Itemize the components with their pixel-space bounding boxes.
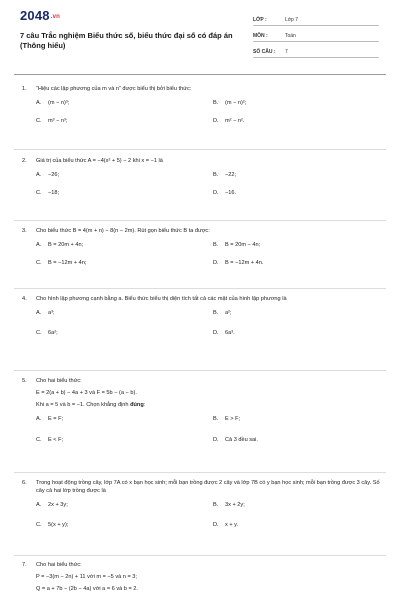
site-logo[interactable] <box>20 8 60 23</box>
question-number: 5. <box>22 378 27 384</box>
title-line-2: (Thông hiểu) <box>20 41 66 50</box>
option-b[interactable] <box>213 171 383 179</box>
options <box>14 171 386 215</box>
option-text: −26; <box>48 172 60 178</box>
option-text: (m − n)²; <box>225 100 247 106</box>
expression-line: P = −3(m − 2n) + 11 với m = −5 và n = 3; <box>36 574 137 580</box>
option-text: −22; <box>225 172 237 178</box>
options <box>14 99 386 143</box>
option-text: a³; <box>48 310 55 316</box>
condition-text: Khi a = 5 và b = −1. Chọn khẳng định <box>36 402 131 408</box>
option-key: B. <box>213 502 219 508</box>
option-text: E > F; <box>225 416 241 422</box>
option-key: C. <box>36 330 42 336</box>
option-text: 6a³. <box>225 330 235 336</box>
info-subject-row <box>253 30 379 42</box>
question-stem: Trong hoạt động trồng cây, lớp 7A có x bạn học sinh; mỗi bạn trồng được 2 cây và lớp 7B có y bạn học sinh; mỗi bạn trồng được 3 cây. Số cây cả hai lớp trồng được là <box>36 480 380 494</box>
option-text: a²; <box>225 310 232 316</box>
option-a[interactable] <box>36 309 206 317</box>
option-key: D. <box>213 437 219 443</box>
option-key: A. <box>36 310 42 316</box>
option-a[interactable] <box>36 241 206 249</box>
info-subject-value: Toán <box>285 33 296 39</box>
option-text: (m − n)³; <box>48 100 70 106</box>
question-6 <box>14 479 386 545</box>
option-text: B = −12m + 4n; <box>48 260 87 266</box>
option-a[interactable] <box>36 99 206 107</box>
option-c[interactable] <box>36 521 206 529</box>
question-4 <box>14 295 386 353</box>
option-text: E < F; <box>48 437 64 443</box>
question-7 <box>14 561 386 593</box>
option-d[interactable] <box>213 521 383 529</box>
option-text: B = 20m + 4n; <box>48 242 84 248</box>
option-key: B. <box>213 416 219 422</box>
options <box>14 501 386 545</box>
option-a[interactable] <box>36 501 206 509</box>
question-number: 7. <box>22 562 27 568</box>
option-text: 3x + 2y; <box>225 502 245 508</box>
info-subject-label: MÔN : <box>253 33 268 39</box>
question-divider <box>14 149 386 150</box>
question-5 <box>14 377 386 459</box>
option-text: B = 20m − 4n; <box>225 242 261 248</box>
options <box>14 309 386 353</box>
option-c[interactable] <box>36 189 206 197</box>
option-a[interactable] <box>36 171 206 179</box>
question-number: 3. <box>22 228 27 234</box>
option-key: B. <box>213 172 219 178</box>
option-key: C. <box>36 190 42 196</box>
page-title <box>20 31 250 51</box>
option-d[interactable] <box>213 329 383 337</box>
option-key: C. <box>36 118 42 124</box>
option-text: m³ − n³; <box>48 118 68 124</box>
question-stem: Cho hai biểu thức: <box>36 378 82 384</box>
question-stem: “Hiệu các lập phương của m và n” được biểu thị bởi biểu thức: <box>36 86 192 92</box>
option-key: A. <box>36 502 42 508</box>
option-key: D. <box>213 118 219 124</box>
option-c[interactable] <box>36 117 206 125</box>
title-line-1: 7 câu Trắc nghiệm Biểu thức số, biểu thức đại số có đáp án <box>20 31 233 40</box>
info-count-value: 7 <box>285 49 288 55</box>
option-key: A. <box>36 242 42 248</box>
question-divider <box>14 472 386 473</box>
option-b[interactable] <box>213 99 383 107</box>
question-3 <box>14 227 386 285</box>
options <box>14 241 386 285</box>
question-number: 2. <box>22 158 27 164</box>
question-number: 4. <box>22 296 27 302</box>
option-text: 2x + 3y; <box>48 502 68 508</box>
option-key: B. <box>213 242 219 248</box>
option-text: B = −12m + 4n. <box>225 260 264 266</box>
option-text: 5(x + y); <box>48 522 69 528</box>
expression-line: E = 2(a + b) − 4a + 3 và F = 5b − (a − b). <box>36 390 137 396</box>
option-key: D. <box>213 190 219 196</box>
info-count-label: SỐ CÂU : <box>253 49 276 55</box>
header-divider <box>14 74 386 75</box>
condition-emphasis: đúng <box>130 402 144 408</box>
question-stem: Cho hình lập phương cạnh bằng a. Biểu thức biểu thị diện tích tất cả các mặt của hình lập phương là <box>36 296 287 302</box>
option-b[interactable] <box>213 309 383 317</box>
info-class-row <box>253 14 379 26</box>
question-2 <box>14 157 386 215</box>
option-d[interactable] <box>213 189 383 197</box>
option-key: C. <box>36 260 42 266</box>
condition-suffix: : <box>143 402 146 408</box>
option-key: A. <box>36 172 42 178</box>
option-key: D. <box>213 260 219 266</box>
option-key: C. <box>36 437 42 443</box>
option-key: D. <box>213 522 219 528</box>
options <box>14 415 386 459</box>
option-text: −16. <box>225 190 237 196</box>
info-count-row <box>253 46 379 58</box>
option-d[interactable] <box>213 117 383 125</box>
question-stem: Giá trị của biểu thức A = −4(x² + 5) − 2 khi x = −1 là <box>36 158 163 164</box>
info-class-label: LỚP : <box>253 17 267 23</box>
info-class-value: Lớp 7 <box>285 17 299 23</box>
option-c[interactable] <box>36 329 206 337</box>
question-divider <box>14 555 386 556</box>
logo-text: 2048 <box>20 8 50 23</box>
option-b[interactable] <box>213 415 383 423</box>
option-text: E = F; <box>48 416 64 422</box>
option-a[interactable] <box>36 415 206 423</box>
option-d[interactable] <box>213 436 383 444</box>
info-box <box>253 14 379 62</box>
option-key: A. <box>36 416 42 422</box>
question-number: 6. <box>22 480 27 486</box>
logo-suffix: .vn <box>50 14 61 20</box>
question-stem: Cho biểu thức B = 4(m + n) − 8(n − 2m). Rút gọn biểu thức B ta được: <box>36 228 210 234</box>
question-number: 1. <box>22 86 27 92</box>
option-key: B. <box>213 310 219 316</box>
option-text: Cả 3 đều sai. <box>225 437 258 443</box>
question-divider <box>14 370 386 371</box>
question-stem: Cho hai biểu thức: <box>36 562 82 568</box>
question-divider <box>14 220 386 221</box>
option-key: B. <box>213 100 219 106</box>
option-key: C. <box>36 522 42 528</box>
question-1 <box>14 85 386 143</box>
option-text: m² − n². <box>225 118 245 124</box>
condition-line <box>36 401 386 409</box>
option-key: D. <box>213 330 219 336</box>
option-d[interactable] <box>213 259 383 267</box>
option-text: −18; <box>48 190 60 196</box>
option-key: A. <box>36 100 42 106</box>
option-c[interactable] <box>36 259 206 267</box>
option-c[interactable] <box>36 436 206 444</box>
option-b[interactable] <box>213 501 383 509</box>
option-text: 6a²; <box>48 330 58 336</box>
option-b[interactable] <box>213 241 383 249</box>
option-text: x + y. <box>225 522 239 528</box>
expression-line: Q = a + 7b − (2b − 4a) với a = 6 và b = 2. <box>36 586 138 592</box>
question-divider <box>14 288 386 289</box>
